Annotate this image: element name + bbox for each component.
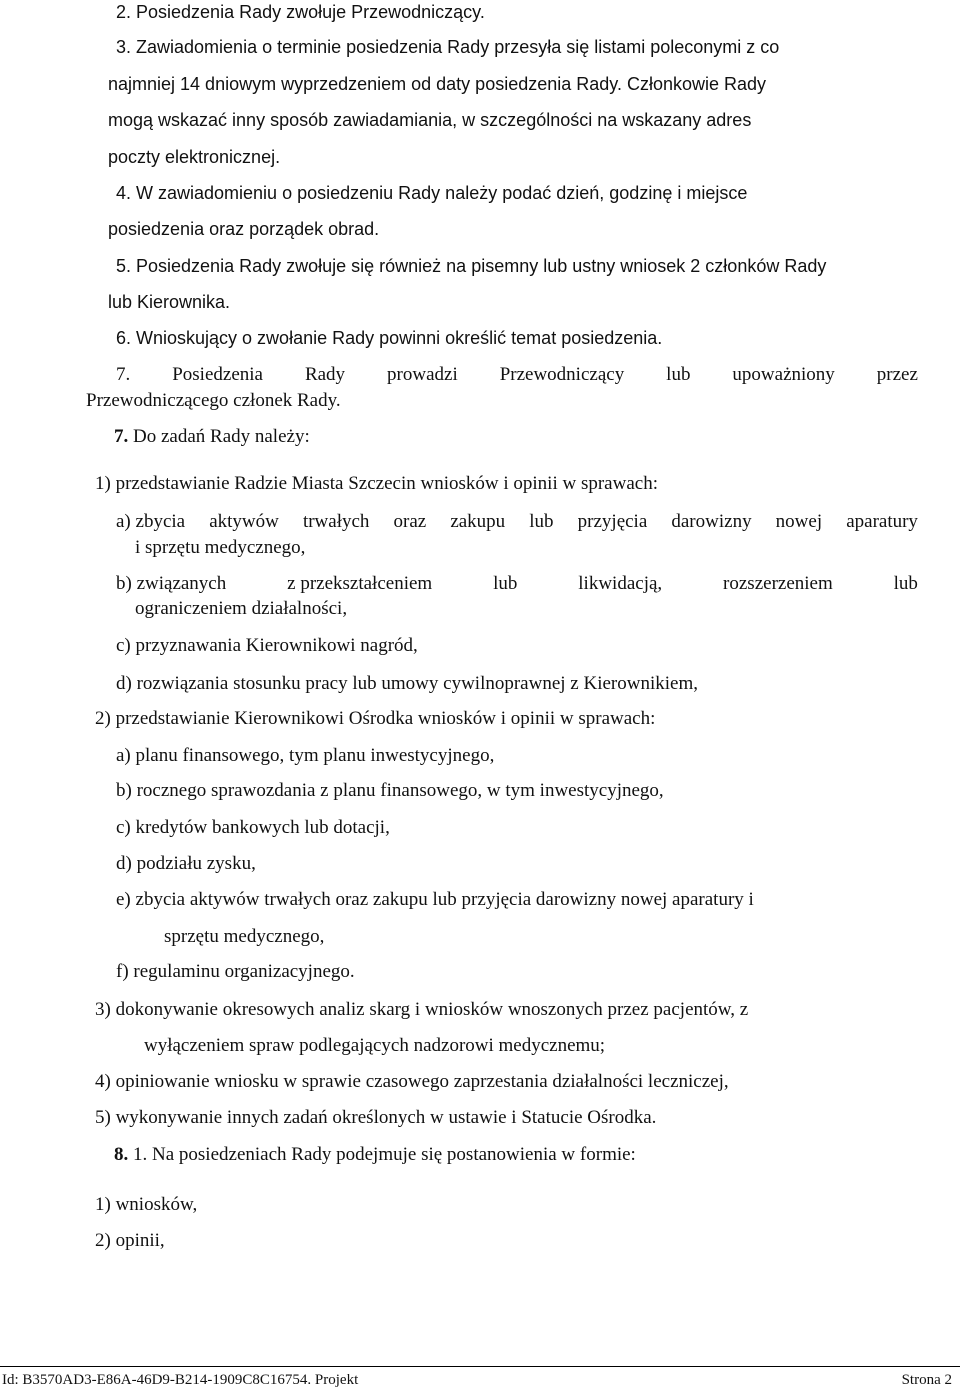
word: aktywów (209, 511, 279, 532)
word: aparatury (846, 511, 918, 532)
section-7-heading (114, 425, 310, 449)
s8-item-2: 2) opinii, (95, 1230, 165, 1251)
word: likwidacją, (578, 573, 663, 594)
s7-point-2: 2) przedstawianie Kierownikowi Ośrodka wniosków i opinii w sprawach: (95, 708, 656, 729)
footer-document-id: Id: B3570AD3-E86A-46D9-B214-1909C8C16754. Projekt (2, 1372, 359, 1388)
s6-item-6: 6. Wnioskujący o zwołanie Rady powinni określić temat posiedzenia. (116, 328, 663, 348)
s6-item-5-line-2: lub Kierownika. (108, 292, 231, 312)
word: trwałych (302, 511, 370, 532)
s7-point-1b-line-2: ograniczeniem działalności, (135, 598, 348, 619)
word: b) związanych (116, 573, 227, 594)
word: Posiedzenia (172, 364, 263, 385)
s7-point-2e-line-2: sprzętu medycznego, (164, 926, 325, 947)
word: przyjęcia (577, 511, 648, 532)
word: lub (493, 573, 518, 594)
s6-item-7-line-2: Przewodniczącego członek Rady. (86, 390, 341, 411)
paragraph-sign-7: 7. (114, 426, 129, 447)
word: prowadzi (387, 364, 458, 385)
word: upoważniony (732, 364, 835, 385)
s7-point-4: 4) opiniowanie wniosku w sprawie czasowego zaprzestania działalności leczniczej, (95, 1071, 729, 1092)
word: rozszerzeniem (723, 573, 833, 594)
s7-point-2f: f) regulaminu organizacyjnego. (116, 961, 355, 982)
s7-point-2e-line-1: e) zbycia aktywów trwałych oraz zakupu lub przyjęcia darowizny nowej aparatury i (116, 889, 754, 910)
word: przez (876, 364, 918, 385)
s7-point-2d: d) podziału zysku, (116, 853, 256, 874)
s7-point-1: 1) przedstawianie Radzie Miasta Szczecin wniosków i opinii w sprawach: (95, 473, 658, 494)
s7-point-1a-line-1 (116, 510, 918, 534)
s7-point-2c: c) kredytów bankowych lub dotacji, (116, 817, 390, 838)
s6-item-5-line-1: 5. Posiedzenia Rady zwołuje się również na pisemny lub ustny wniosek 2 członków Rady (116, 256, 827, 276)
word: zakupu (450, 511, 506, 532)
paragraph-sign-8: 8. (114, 1144, 129, 1165)
s7-point-5: 5) wykonywanie innych zadań określonych w ustawie i Statucie Ośrodka. (95, 1107, 657, 1128)
s6-item-2: 2. Posiedzenia Rady zwołuje Przewodniczący. (116, 2, 485, 22)
s7-point-3-line-2: wyłączeniem spraw podlegających nadzorowi medycznemu; (144, 1035, 606, 1056)
s7-point-3-line-1: 3) dokonywanie okresowych analiz skarg i wniosków wnoszonych przez pacjentów, z (95, 999, 749, 1020)
section-8-heading-text: 1. Na posiedzeniach Rady podejmuje się postanowienia w formie: (128, 1144, 636, 1165)
section-7-heading-text: Do zadań Rady należy: (128, 426, 310, 447)
s7-point-1c: c) przyznawania Kierownikowi nagród, (116, 635, 418, 656)
s7-point-2b: b) rocznego sprawozdania z planu finansowego, w tym inwestycyjnego, (116, 780, 664, 801)
word: z przekształceniem (287, 573, 433, 594)
word: Rady (304, 364, 346, 385)
footer-page-number: Strona 2 (901, 1372, 952, 1388)
s7-point-1b-line-1 (116, 572, 918, 596)
s7-point-1a-line-2: i sprzętu medycznego, (135, 537, 306, 558)
word: a) zbycia (116, 511, 186, 532)
word: lub (666, 364, 691, 385)
s8-item-1: 1) wniosków, (95, 1194, 198, 1215)
s6-item-4-line-1: 4. W zawiadomieniu o posiedzeniu Rady należy podać dzień, godzinę i miejsce (116, 183, 748, 203)
s6-item-4-line-2: posiedzenia oraz porządek obrad. (108, 219, 380, 239)
footer-divider (0, 1366, 960, 1367)
word: Przewodniczący (499, 364, 625, 385)
word: lub (529, 511, 554, 532)
word: darowizny (671, 511, 752, 532)
s6-item-7-line-1 (116, 363, 918, 387)
s6-item-3-line-1: 3. Zawiadomienia o terminie posiedzenia Rady przesyła się listami poleconymi z co (116, 37, 780, 57)
word: lub (893, 573, 918, 594)
s6-item-3-line-2: najmniej 14 dniowym wyprzedzeniem od daty posiedzenia Rady. Członkowie Rady (108, 74, 767, 94)
s6-item-3-line-4: poczty elektronicznej. (108, 147, 281, 167)
word: oraz (393, 511, 427, 532)
s7-point-1d: d) rozwiązania stosunku pracy lub umowy cywilnoprawnej z Kierownikiem, (116, 673, 698, 694)
word: nowej (775, 511, 823, 532)
section-8-heading (114, 1143, 636, 1167)
word: 7. (116, 364, 131, 385)
s6-item-3-line-3: mogą wskazać inny sposób zawiadamiania, w szczególności na wskazany adres (108, 110, 752, 130)
s7-point-2a: a) planu finansowego, tym planu inwestycyjnego, (116, 745, 495, 766)
